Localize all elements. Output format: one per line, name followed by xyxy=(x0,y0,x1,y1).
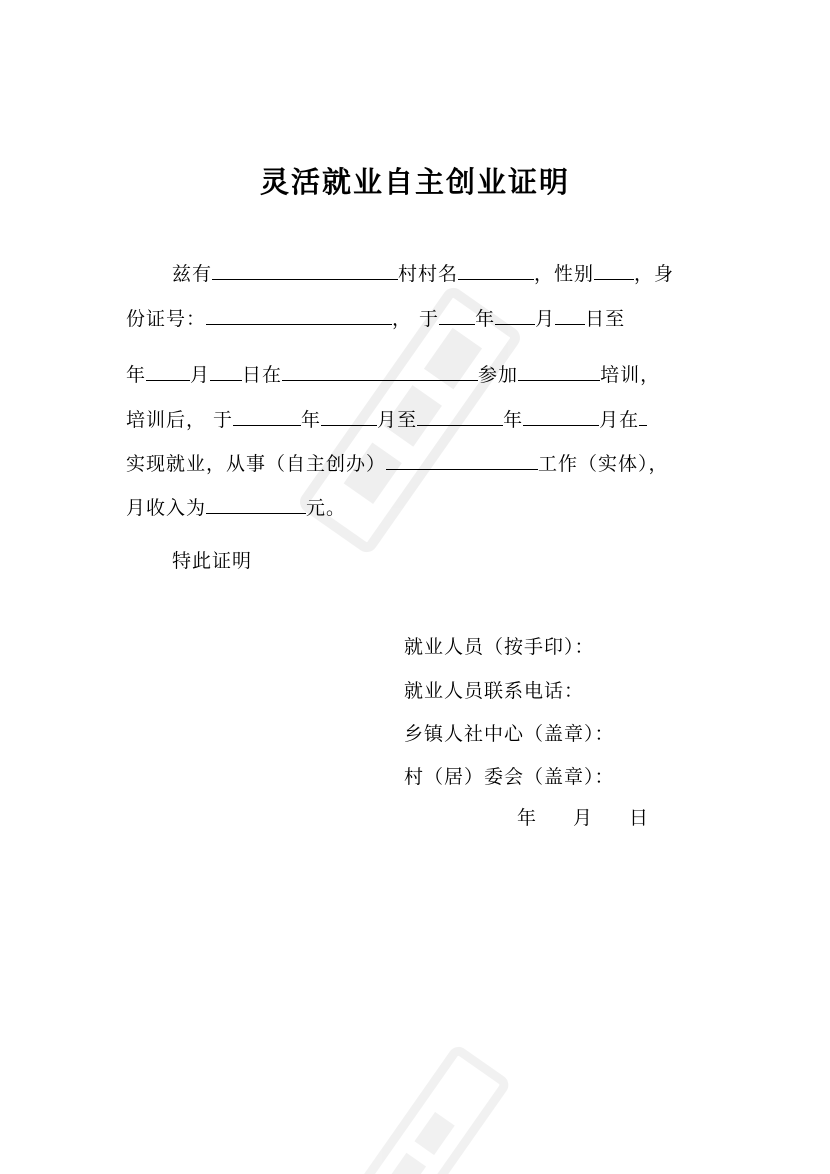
text-segment: 月 xyxy=(190,364,211,386)
body-line-4 xyxy=(126,407,647,432)
business-type-blank[interactable] xyxy=(386,451,538,470)
page-title: 灵活就业自主创业证明 xyxy=(259,165,570,199)
text-segment: 月 xyxy=(535,308,556,330)
text-segment: 培训后， 于 xyxy=(126,409,234,431)
end-month-blank[interactable] xyxy=(210,362,242,381)
monthly-income-blank[interactable] xyxy=(206,495,306,514)
start-year-blank[interactable] xyxy=(439,306,475,325)
date-day-label: 日 xyxy=(629,807,650,829)
date-month-label: 月 xyxy=(573,807,594,829)
text-segment: 实现就业，从事（自主创办） xyxy=(126,453,387,475)
employ-end-year-blank[interactable] xyxy=(417,407,503,426)
id-number-blank[interactable] xyxy=(206,306,392,325)
employ-start-month-blank[interactable] xyxy=(321,407,377,426)
signature-worker-thumbprint: 就业人员（按手印）： xyxy=(404,636,595,658)
text-segment: 月在 xyxy=(599,409,640,431)
text-segment: 参加 xyxy=(478,364,519,386)
date-year-label: 年 xyxy=(517,807,538,829)
start-month-blank[interactable] xyxy=(495,306,535,325)
text-segment: 年 xyxy=(475,308,496,330)
employ-end-month-blank[interactable] xyxy=(523,407,599,426)
signature-township-center: 乡镇人社中心（盖章）： xyxy=(404,723,615,745)
text-segment: ， 于 xyxy=(392,308,440,330)
start-day-blank[interactable] xyxy=(555,306,585,325)
text-segment: 日在 xyxy=(242,364,283,386)
body-line-3 xyxy=(126,362,660,387)
body-line-1 xyxy=(172,261,674,286)
training-place-blank[interactable] xyxy=(282,362,478,381)
text-segment: 日至 xyxy=(585,308,626,330)
signature-village-committee: 村（居）委会（盖章）： xyxy=(404,766,615,788)
text-segment: 月收入为 xyxy=(126,497,207,519)
gender-blank[interactable] xyxy=(594,261,634,280)
end-year-blank[interactable] xyxy=(146,362,190,381)
text-segment: 元。 xyxy=(306,497,347,519)
text-segment: 兹有 xyxy=(172,263,213,285)
text-segment: 工作（实体）， xyxy=(538,453,669,475)
signature-worker-phone: 就业人员联系电话： xyxy=(404,680,585,702)
closing-text: 特此证明 xyxy=(172,550,253,572)
body-line-2 xyxy=(126,306,625,331)
text-segment: 年 xyxy=(126,364,147,386)
body-line-5 xyxy=(126,451,669,476)
body-line-6 xyxy=(126,495,346,520)
training-type-blank[interactable] xyxy=(518,362,600,381)
text-segment: 年 xyxy=(503,409,524,431)
text-segment: 培训， xyxy=(600,364,661,386)
text-segment: 村村名 xyxy=(398,263,459,285)
text-segment: ，身 xyxy=(634,263,675,285)
village-name-blank[interactable] xyxy=(458,261,534,280)
employ-start-year-blank[interactable] xyxy=(233,407,301,426)
text-segment: ，性别 xyxy=(534,263,595,285)
text-segment: 份证号： xyxy=(126,308,207,330)
name-blank[interactable] xyxy=(212,261,398,280)
date-line xyxy=(517,806,649,830)
text-segment: 月至 xyxy=(377,409,418,431)
employ-place-blank[interactable] xyxy=(639,407,647,426)
text-segment: 年 xyxy=(301,409,322,431)
